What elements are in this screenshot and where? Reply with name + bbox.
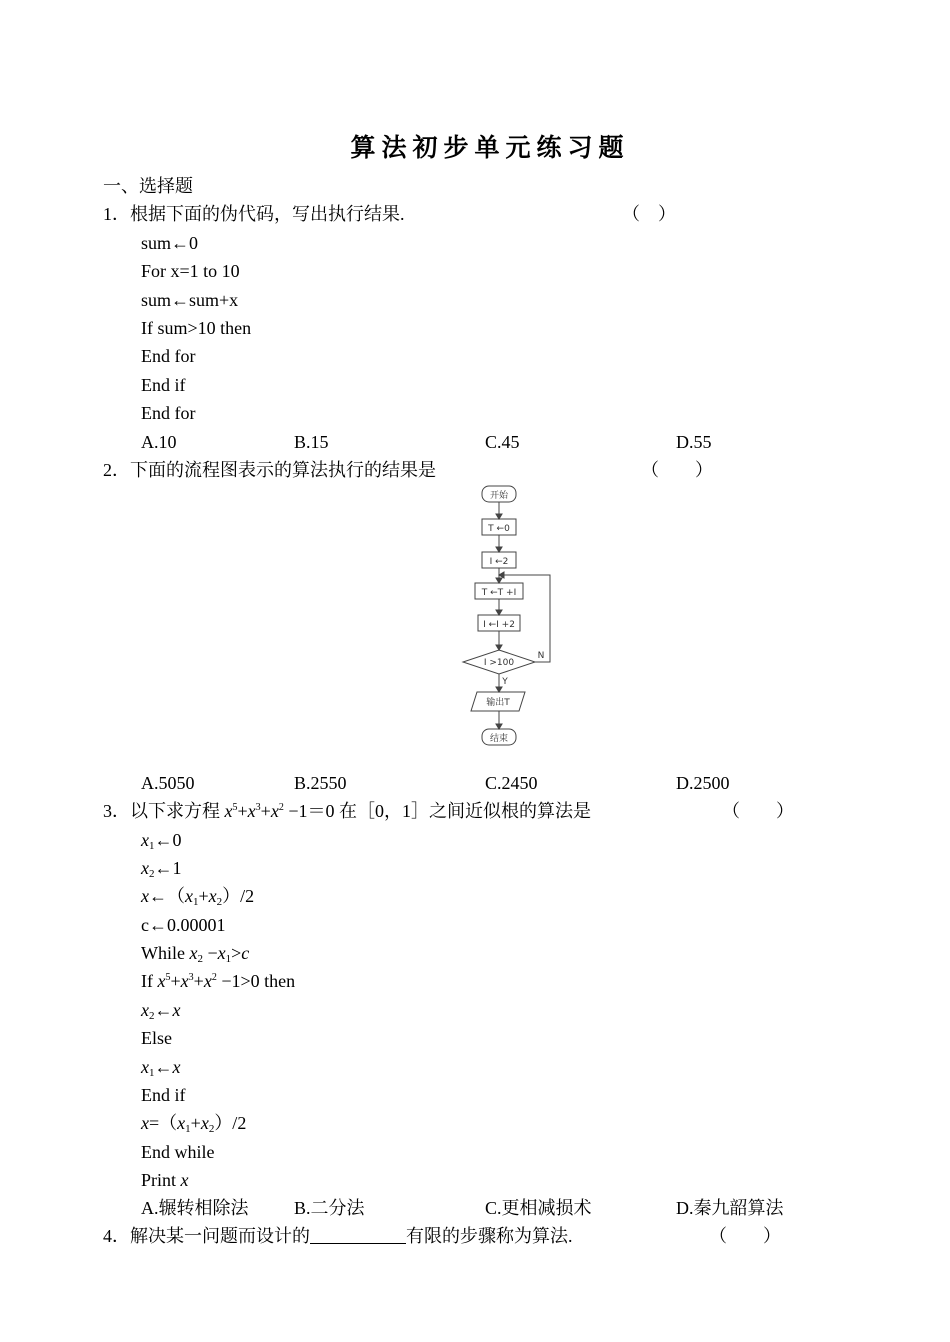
code-line: $x_1\leftarrow x$	[141, 1057, 181, 1079]
code-line: sum←0	[141, 233, 199, 253]
answer-paren: （ ）	[722, 801, 794, 821]
code-line: $x_2\leftarrow 1$	[141, 858, 182, 880]
question-text: 解决某一问题而设计的	[130, 1226, 310, 1246]
code-line: For x=1 to 10	[141, 261, 240, 281]
code-line: Else	[141, 1028, 172, 1048]
keyword: Print	[141, 1170, 181, 1190]
question-text: 以下求方程	[130, 801, 225, 821]
init-t-label: T ←0	[488, 524, 510, 534]
code-line: If $x^5+x^3+x^2 -1>0$ then	[141, 971, 296, 991]
code-value: 1	[172, 858, 182, 878]
question-number: 2．	[103, 460, 130, 480]
option-a: A.辗转相除法	[141, 1198, 249, 1218]
code-line: Print x	[141, 1170, 189, 1190]
yes-label: Y	[502, 677, 508, 687]
question-text: 下面的流程图表示的算法执行的结果是	[130, 460, 436, 480]
code-line: If sum>10 then	[141, 318, 252, 338]
question-4	[103, 1224, 573, 1248]
option-c: C.45	[485, 432, 520, 452]
flowchart	[455, 480, 565, 752]
code-line: $x_2\leftarrow x$	[141, 1000, 181, 1022]
code-line: While $x_2 -x_1>c$	[141, 943, 250, 965]
init-i-label: I ←2	[489, 557, 509, 567]
question-number: 4．	[103, 1226, 130, 1246]
update-i-label: I ←I +2	[483, 620, 515, 630]
question-1	[103, 202, 405, 226]
option-a: A.10	[141, 432, 177, 452]
equation: $x^5+x^3+x^2 -1=0$	[224, 801, 335, 821]
question-number: 3．	[103, 801, 130, 821]
option-c: C.更相减损术	[485, 1198, 592, 1218]
answer-paren: （ ）	[641, 460, 713, 480]
option-c: C.2450	[485, 773, 538, 793]
question-text-tail: 有限的步骤称为算法.	[406, 1226, 573, 1246]
option-b: B.2550	[294, 773, 347, 793]
question-number: 1．	[103, 204, 130, 224]
no-label: N	[537, 651, 545, 661]
code-line: sum←sum+x	[141, 290, 239, 310]
code-line: c←0.00001	[141, 915, 226, 935]
question-3	[103, 799, 591, 823]
option-d: D.55	[676, 432, 712, 452]
code-value: 0	[172, 830, 182, 850]
answer-paren: （ ）	[622, 204, 676, 224]
start-label: 开始	[489, 491, 509, 501]
keyword: If	[141, 971, 158, 991]
code-line: End if	[141, 375, 186, 395]
option-d: D.2500	[676, 773, 730, 793]
code-line: $x=(x_1+x_2)/2$	[141, 1113, 247, 1135]
question-2	[103, 458, 436, 482]
end-label: 结束	[489, 734, 509, 744]
code-line: $x\leftarrow(x_1+x_2)/2$	[141, 886, 255, 908]
code-line: End for	[141, 346, 196, 366]
question-text: 根据下面的伪代码，写出执行结果.	[130, 204, 405, 224]
keyword: While	[141, 943, 190, 963]
keyword: −1>0 then	[216, 971, 296, 991]
code-line: $x_1\leftarrow 0$	[141, 830, 182, 852]
option-b: B.15	[294, 432, 329, 452]
section-heading: 一、选择题	[103, 176, 193, 196]
page-title: 算法初步单元练习题	[350, 133, 630, 162]
option-d: D.秦九韶算法	[676, 1198, 784, 1218]
code-line: End if	[141, 1085, 186, 1105]
option-a: A.5050	[141, 773, 195, 793]
condition-label: I >100	[483, 658, 515, 668]
update-t-label: T ←T +I	[481, 588, 517, 598]
answer-blank[interactable]	[310, 1225, 406, 1244]
code-line: End while	[141, 1142, 215, 1162]
question-text-tail: 在［0，1］之间近似根的算法是	[334, 801, 591, 821]
output-label: 输出T	[486, 698, 510, 708]
code-line: End for	[141, 403, 196, 423]
answer-paren: （ ）	[709, 1226, 781, 1246]
option-b: B.二分法	[294, 1198, 365, 1218]
